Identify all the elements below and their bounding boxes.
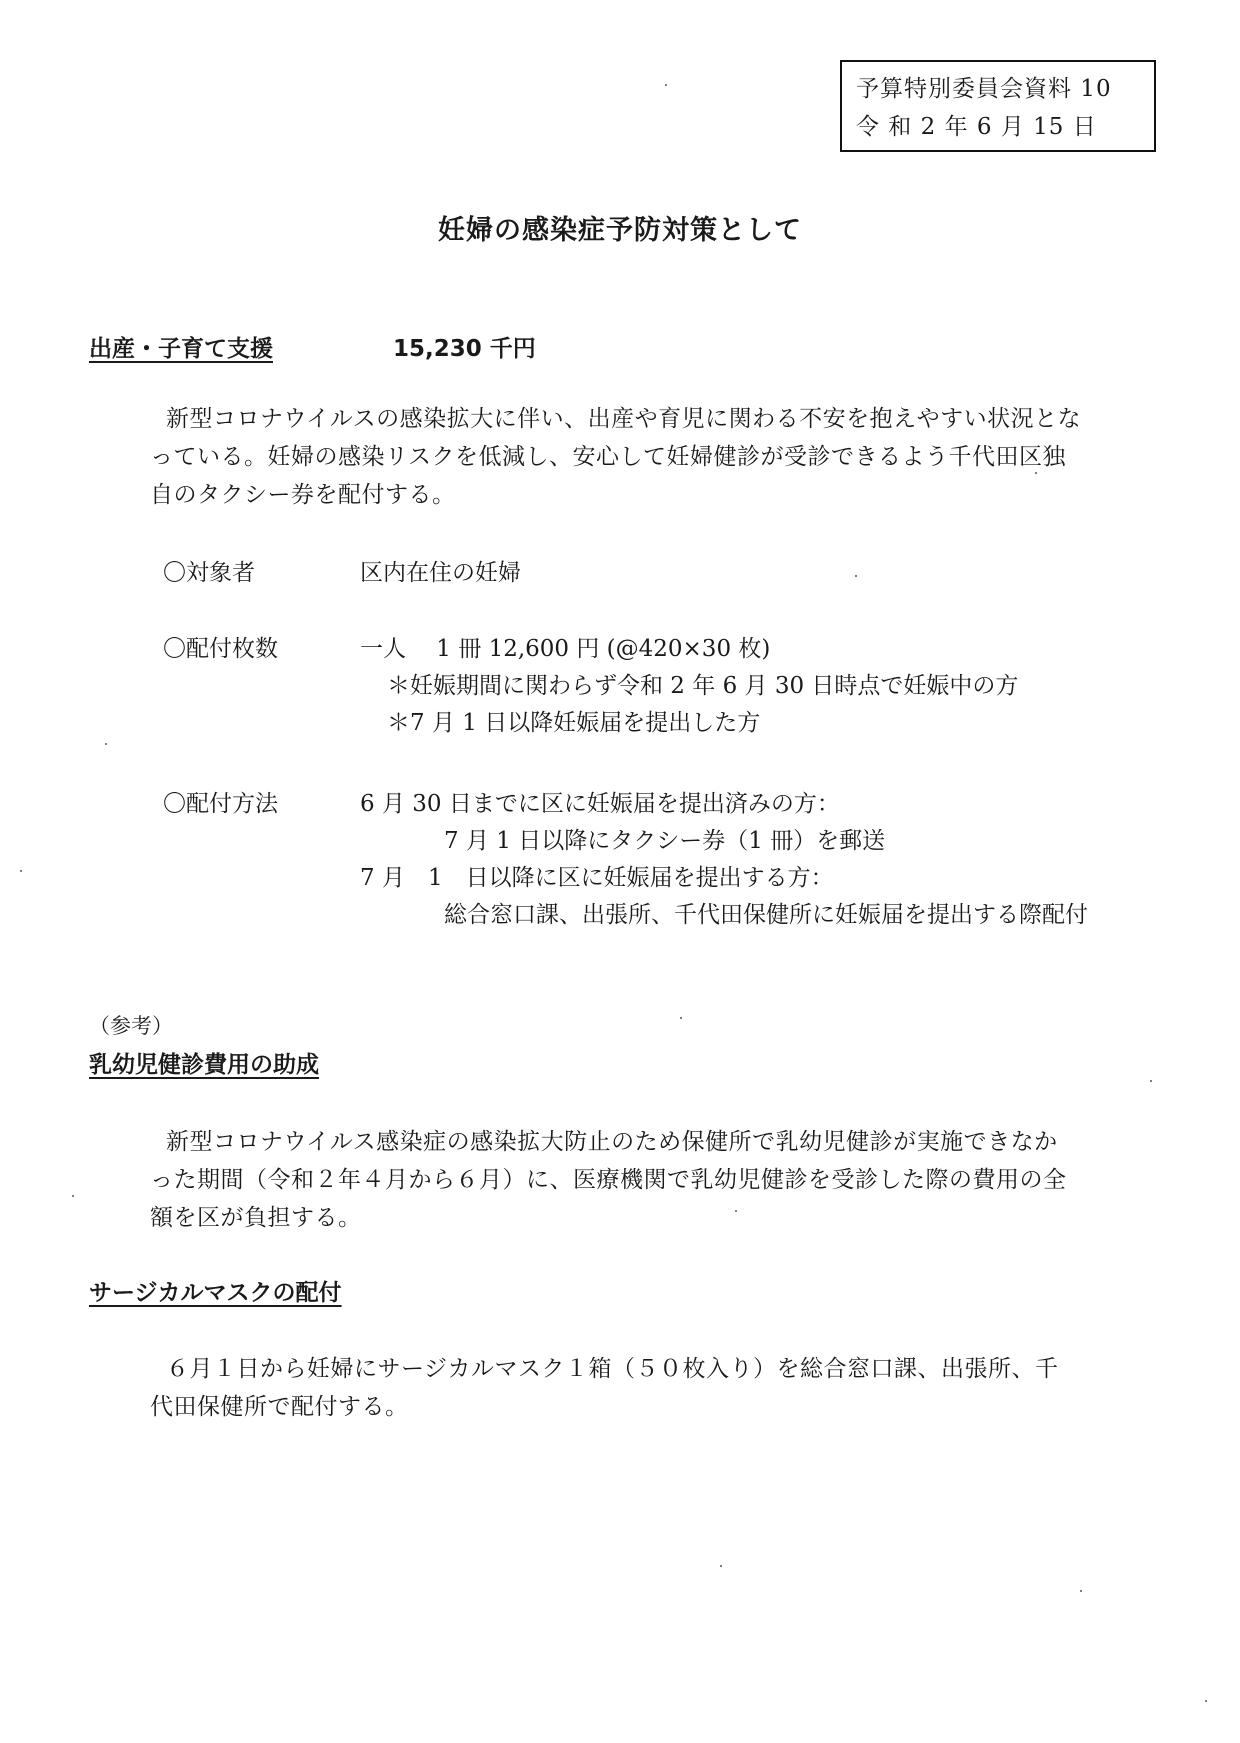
document-date: 令 和 2 年 6 月 15 日 — [856, 114, 1097, 140]
committee-material-number: 予算特別委員会資料 10 — [856, 76, 1112, 102]
section-heading-label: 出産・子育て支援 — [89, 336, 273, 362]
paragraph-line: 自のタクシー券を配付する。 — [150, 482, 456, 508]
section-heading-infant-checkup-subsidy: 乳幼児健診費用の助成 — [89, 1052, 319, 1078]
scan-speck — [1035, 472, 1037, 474]
section-heading-childbirth-support — [89, 330, 536, 363]
paragraph-line: 額を区が負担する。 — [150, 1205, 362, 1231]
distribution-method-line: 6 月 30 日までに区に妊娠届を提出済みの方： — [360, 791, 840, 817]
distribution-method-line: 総合窓口課、出張所、千代田保健所に妊娠届を提出する際配付 — [444, 902, 1088, 928]
paragraph-line: 新型コロナウイルス感染症の感染拡大防止のため保健所で乳幼児健診が実施できなか — [166, 1129, 1058, 1155]
section3-paragraph — [150, 1350, 1160, 1426]
paragraph-line: ６月１日から妊婦にサージカルマスク１箱（５０枚入り）を総合窓口課、出張所、千 — [166, 1356, 1059, 1382]
scan-speck — [680, 1017, 682, 1019]
distribution-count-note: ＊7 月 1 日以降妊娠届を提出した方 — [387, 710, 761, 736]
target-value: 区内在住の妊婦 — [360, 560, 521, 586]
paragraph-line: 新型コロナウイルスの感染拡大に伴い、出産や育児に関わる不安を抱えやすい状況とな — [166, 406, 1082, 432]
scan-speck — [1080, 1590, 1082, 1592]
scan-speck — [1205, 1700, 1207, 1702]
scan-speck — [735, 1210, 737, 1212]
budget-amount: 15,230 千円 — [393, 336, 536, 362]
document-reference-box — [840, 60, 1156, 152]
target-label: 〇対象者 — [163, 560, 255, 586]
scan-speck — [72, 1195, 74, 1197]
scan-speck — [855, 575, 857, 577]
paragraph-line: った期間（令和２年４月から６月）に、医療機関で乳幼児健診を受診した際の費用の全 — [150, 1167, 1067, 1193]
distribution-count-label: 〇配付枚数 — [163, 636, 278, 662]
distribution-count-note: ＊妊娠期間に関わらず令和 2 年 6 月 30 日時点で妊娠中の方 — [387, 673, 1019, 699]
scan-speck — [665, 84, 667, 86]
scan-speck — [720, 1565, 722, 1567]
paragraph-line: 代田保健所で配付する。 — [150, 1394, 409, 1420]
reference-label: （参考） — [89, 1014, 173, 1038]
scan-speck — [20, 870, 22, 872]
section-heading-surgical-mask-distribution: サージカルマスクの配付 — [89, 1280, 342, 1306]
section1-paragraph — [150, 400, 1160, 514]
distribution-method-label: 〇配付方法 — [163, 791, 278, 817]
distribution-method-line: 7 月 1 日以降にタクシー券（1 冊）を郵送 — [444, 828, 886, 854]
paragraph-line: っている。妊婦の感染リスクを低減し、安心して妊婦健診が受診できるよう千代田区独 — [150, 444, 1067, 470]
document-title: 妊婦の感染症予防対策として — [438, 215, 802, 246]
distribution-count-value: 一人 1 冊 12,600 円 (@420×30 枚) — [360, 636, 771, 662]
scan-speck — [1150, 1080, 1152, 1082]
distribution-method-line: 7 月 1 日以降に区に妊娠届を提出する方： — [360, 865, 834, 891]
section2-paragraph — [150, 1123, 1160, 1237]
scan-speck — [105, 743, 107, 745]
